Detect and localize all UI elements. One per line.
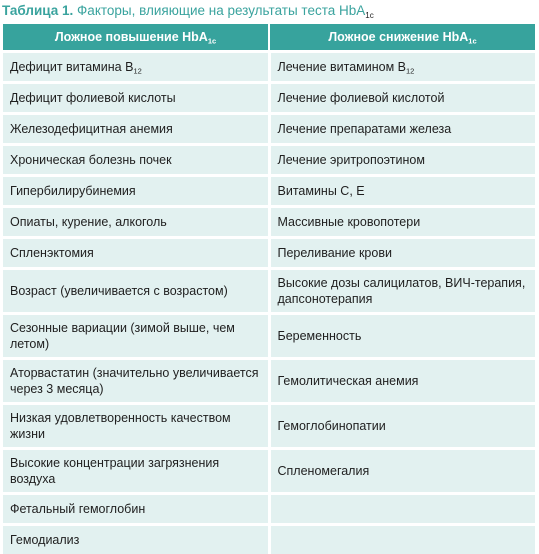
cell-decrease: Беременность xyxy=(269,314,535,359)
cell-decrease xyxy=(269,494,535,525)
cell-increase: Аторвастатин (значительно увеличивается через 3 месяца) xyxy=(3,359,269,404)
table-row xyxy=(3,176,535,207)
cell-increase: Возраст (увеличивается с возрастом) xyxy=(3,269,269,314)
cell-decrease: Витамины С, Е xyxy=(269,176,535,207)
header-false-increase xyxy=(3,24,269,52)
table-row xyxy=(3,114,535,145)
cell-text: Лечение витамином B xyxy=(278,60,407,74)
table-row xyxy=(3,314,535,359)
table-caption xyxy=(2,1,374,21)
cell-increase: Сезонные вариации (зимой выше, чем летом) xyxy=(3,314,269,359)
cell-increase: Спленэктомия xyxy=(3,238,269,269)
caption-text: Факторы, влияющие на результаты теста HbA xyxy=(77,3,365,18)
cell-decrease: Спленомегалия xyxy=(269,449,535,494)
cell-subscript: 12 xyxy=(133,67,141,76)
header-text: Ложное повышение HbA xyxy=(55,30,208,44)
table-row xyxy=(3,404,535,449)
cell-decrease: Переливание крови xyxy=(269,238,535,269)
table-row xyxy=(3,145,535,176)
header-text: Ложное снижение HbA xyxy=(328,30,468,44)
cell-decrease: Гемоглобинопатии xyxy=(269,404,535,449)
table-row xyxy=(3,207,535,238)
table-row xyxy=(3,83,535,114)
cell-increase: Гипербилирубинемия xyxy=(3,176,269,207)
table-row xyxy=(3,52,535,83)
cell-increase: Высокие концентрации загрязнения воздуха xyxy=(3,449,269,494)
cell-decrease: Массивные кровопотери xyxy=(269,207,535,238)
cell-subscript: 12 xyxy=(406,67,414,76)
table-row xyxy=(3,238,535,269)
cell-decrease xyxy=(269,52,535,83)
caption-subscript: 1c xyxy=(365,11,374,20)
header-subscript: 1c xyxy=(468,37,476,46)
cell-increase: Гемодиализ xyxy=(3,525,269,554)
table-row xyxy=(3,494,535,525)
cell-increase: Железодефицитная анемия xyxy=(3,114,269,145)
cell-increase: Низкая удовлетворенность качеством жизни xyxy=(3,404,269,449)
cell-decrease: Высокие дозы салицилатов, ВИЧ-терапия, дапсонотерапия xyxy=(269,269,535,314)
cell-decrease: Лечение эритропоэтином xyxy=(269,145,535,176)
header-subscript: 1c xyxy=(208,37,216,46)
caption-label: Таблица 1. xyxy=(2,3,73,18)
table-row xyxy=(3,359,535,404)
cell-text: Дефицит витамина B xyxy=(10,60,133,74)
cell-increase: Дефицит фолиевой кислоты xyxy=(3,83,269,114)
cell-increase: Опиаты, курение, алкоголь xyxy=(3,207,269,238)
header-row xyxy=(3,24,535,52)
table-row xyxy=(3,269,535,314)
cell-decrease: Гемолитическая анемия xyxy=(269,359,535,404)
cell-increase: Хроническая болезнь почек xyxy=(3,145,269,176)
cell-decrease: Лечение препаратами железа xyxy=(269,114,535,145)
header-false-decrease xyxy=(269,24,535,52)
cell-increase: Фетальный гемоглобин xyxy=(3,494,269,525)
cell-decrease: Лечение фолиевой кислотой xyxy=(269,83,535,114)
factors-table xyxy=(3,24,535,554)
table-row xyxy=(3,449,535,494)
cell-increase xyxy=(3,52,269,83)
cell-decrease xyxy=(269,525,535,554)
table-row xyxy=(3,525,535,554)
